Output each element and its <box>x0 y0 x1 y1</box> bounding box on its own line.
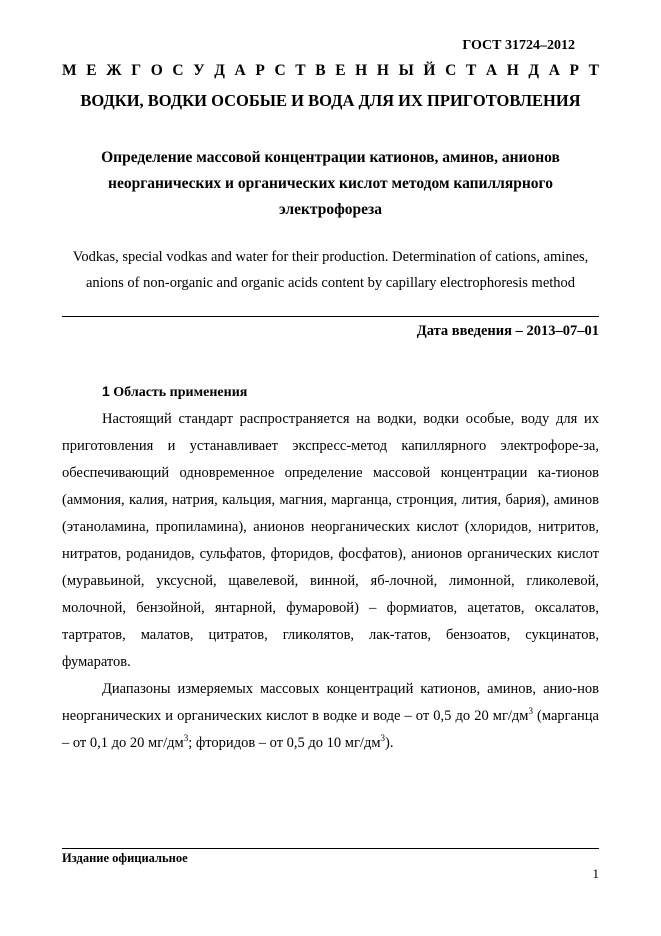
scope-paragraph-2 <box>62 676 599 757</box>
range-text-2: (марганца – от 0,1 до 20 мг/дм <box>62 708 599 751</box>
page-number: 1 <box>592 866 599 881</box>
interstate-standard-label: М Е Ж Г О С У Д А Р С Т В Е Н Н Ы Й С Т А Н Д А Р Т <box>62 62 599 79</box>
footer-divider <box>62 848 599 849</box>
section-heading <box>102 383 247 401</box>
title-divider <box>62 316 599 317</box>
standard-number: ГОСТ 31724–2012 <box>462 38 575 53</box>
document-subtitle: Определение массовой концентрации катионов, аминов, анионов неорганических и органических кислот методом капиллярного электрофореза <box>101 149 560 218</box>
section-title: Область применения <box>113 385 248 400</box>
range-text-3: ; фторидов – от 0,5 до 10 мг/дм <box>188 735 381 751</box>
edition-label: Издание официальное <box>62 851 188 865</box>
range-text-1: Диапазоны измеряемых массовых концентраций катионов, аминов, анио-нов неорганических и органических кислот в водке и воде – от 0,5 до 20 мг/дм <box>62 681 599 724</box>
superscript: 3 <box>380 733 386 744</box>
paragraph-text: Настоящий стандарт распространяется на водки, водки особые, воду для их приготовления и устанавливает экспресс-метод капиллярного электрофоре-за, обеспечивающий одновременное определение массовой концентрации ка-тионов (аммония, калия, натрия, кальция, магния, марганца, стронция, лития, бария), аминов (этаноламина, пропиламина), анионов неорганических кислот (хлоридов, нитритов, нитратов, роданидов, сульфатов, фторидов, фосфатов), анионов органических кислот (муравьиной, уксусной, щавелевой, винной, яб-лочной, лимонной, гликолевой, молочной, бензойной, янтарной, фумаровой) – формиатов, ацетатов, оксалатов, тартратов, малатов, цитратов, гликолятов, лак-татов, бензоатов, сукцинатов, фумаратов. <box>62 411 599 670</box>
section-number: 1 <box>102 383 110 399</box>
superscript: 3 <box>528 706 533 717</box>
range-text-4: ). <box>385 735 394 751</box>
superscript: 3 <box>183 733 189 744</box>
scope-paragraph-1 <box>62 406 599 676</box>
english-title: Vodkas, special vodkas and water for their production. Determination of cations, amines, anions of non-organic and organic acids content by capillary electrophoresis method <box>72 249 589 291</box>
introduction-date: Дата введения – 2013–07–01 <box>416 323 599 339</box>
paragraph-text <box>62 676 599 757</box>
document-title: ВОДКИ, ВОДКИ ОСОБЫЕ И ВОДА ДЛЯ ИХ ПРИГОТОВЛЕНИЯ <box>80 91 581 110</box>
